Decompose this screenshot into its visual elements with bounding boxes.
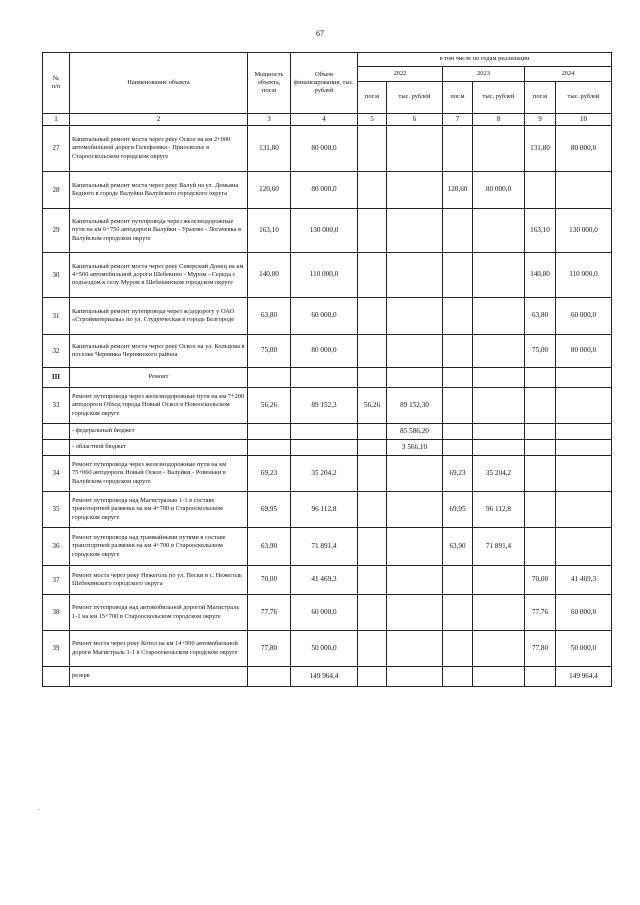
m-2022 [358,298,387,335]
m-2022 [358,253,387,298]
financing: 41 469,3 [291,566,358,595]
header-no: № п/п [43,53,70,114]
rub-2022 [387,253,443,298]
row-no: 34 [43,456,70,492]
m-2024 [525,456,556,492]
m-2023 [443,595,473,631]
header-money-2022: тыс. рублей [387,82,443,114]
col-index: 10 [556,114,612,126]
header-name: Наименование объекта [70,53,248,114]
rub-2023 [473,566,525,595]
rub-2023 [473,209,525,253]
scan-mark: . [38,803,40,812]
header-unit-2024: пог.м [525,82,556,114]
rub-2024: 50 000,0 [556,631,612,667]
financing: 96 112,8 [291,492,358,528]
col-index: 3 [248,114,291,126]
financing: 71 891,4 [291,528,358,566]
rub-2024: 80 000,0 [556,126,612,172]
m-2023 [443,566,473,595]
table-header [43,53,612,126]
rub-2022: 89 152,30 [387,388,443,424]
m-2023: 120,60 [443,172,473,209]
col-index: 1 [43,114,70,126]
m-2024 [525,528,556,566]
rub-2023 [473,631,525,667]
capacity: 120,60 [248,172,291,209]
table-row [43,209,612,253]
section-title: Ремонт [70,368,248,388]
capacity: 69,95 [248,492,291,528]
row-no: 35 [43,492,70,528]
m-2024: 63,80 [525,298,556,335]
rub-2024: 130 000,0 [556,209,612,253]
rub-2024 [556,528,612,566]
m-2023 [443,631,473,667]
financing: 60 000,0 [291,595,358,631]
m-2022 [358,566,387,595]
col-index: 4 [291,114,358,126]
row-no: 32 [43,335,70,368]
row-no: 29 [43,209,70,253]
capacity: 77,76 [248,595,291,631]
financing: 60 000,0 [291,298,358,335]
m-2022: 56,26 [358,388,387,424]
rub-2022 [387,209,443,253]
capacity: 63,90 [248,528,291,566]
column-index-row [43,114,612,126]
rub-2024: 60 000,0 [556,595,612,631]
capacity: 70,00 [248,566,291,595]
rub-2022 [387,335,443,368]
rub-2024 [556,456,612,492]
object-name: Капитальный ремонт моста через реку Оскол на ул. Кольцова в поселке Чернянка Чернянского района [70,335,248,368]
m-2022 [358,335,387,368]
rub-2024 [556,172,612,209]
table-row [43,528,612,566]
capacity: 131,80 [248,126,291,172]
reserve-row [43,667,612,687]
table-row [43,172,612,209]
row-no: 27 [43,126,70,172]
col-index: 2 [70,114,248,126]
object-name: Ремонт путепровода через железнодорожные пути на км 7+200 автодороги Обход города Новый Оскол в Новооскольском городском округе [70,388,248,424]
capacity: 69,23 [248,456,291,492]
rub-2023 [473,253,525,298]
table-row [43,456,612,492]
header-unit-2023: пог.м [443,82,473,114]
m-2022 [358,172,387,209]
financing: 89 152,3 [291,388,358,424]
m-2023 [443,335,473,368]
table-row [43,492,612,528]
financing: 50 000,0 [291,631,358,667]
row-no: 31 [43,298,70,335]
m-2024: 131,80 [525,126,556,172]
capacity: 77,80 [248,631,291,667]
rub-2022 [387,566,443,595]
rub-2024: 110 000,0 [556,253,612,298]
section-no: III [43,368,70,388]
financing: 35 204,2 [291,456,358,492]
row-no: 30 [43,253,70,298]
m-2024: 77,76 [525,595,556,631]
regional-budget-label: - областной бюджет [70,440,248,456]
table-row [43,631,612,667]
rub-2023: 35 204,2 [473,456,525,492]
col-index: 9 [525,114,556,126]
m-2023: 69,95 [443,492,473,528]
financing: 130 000,0 [291,209,358,253]
row-no: 37 [43,566,70,595]
object-name: Ремонт моста через реку Котел на км 14+990 автомобильной дороги Магистраль 1-1 в Старооскольском городском округе [70,631,248,667]
rub-2024: 41 469,3 [556,566,612,595]
rub-2024: 80 000,0 [556,335,612,368]
header-year-2024: 2024 [525,67,612,82]
capacity: 163,10 [248,209,291,253]
col-index: 5 [358,114,387,126]
rub-2022 [387,456,443,492]
rub-2022 [387,492,443,528]
object-name: Ремонт путепровода над автомобильной дорогой Магистраль 1-1 на км 15+700 в Старооскольском городском округе [70,595,248,631]
header-financing: Объем финансирования, тыс. рублей [291,53,358,114]
object-name: Капитальный ремонт моста через реку Валуй на ул. Демьяна Бедного в городе Валуйки Валуйского городского округа [70,172,248,209]
capacity: 56,26 [248,388,291,424]
header-year-2023: 2023 [443,67,525,82]
m-2022 [358,456,387,492]
financing: 80 000,0 [291,335,358,368]
section-row [43,368,612,388]
object-name: Ремонт путепровода над трамвайными путями в составе транспортной развязки на км 4+700 в Старооскольском городском округе [70,528,248,566]
rub-2023 [473,298,525,335]
m-2022 [358,209,387,253]
col-index: 7 [443,114,473,126]
header-unit-2022: пог.м [358,82,387,114]
table-row [43,253,612,298]
financing: 110 000,0 [291,253,358,298]
m-2023 [443,209,473,253]
m-2024: 75,00 [525,335,556,368]
federal-budget-label: - федеральный бюджет [70,424,248,440]
capacity: 140,80 [248,253,291,298]
reserve-label: резерв [70,667,248,687]
rub-2022 [387,528,443,566]
m-2024 [525,172,556,209]
object-name: Капитальный ремонт моста через реку Северский Донец на км 4+500 автомобильной дороги Шебекино - Муром - Середа с подъездом к селу Муром в Шебекинском городском округе [70,253,248,298]
capacity: 75,00 [248,335,291,368]
col-index: 6 [387,114,443,126]
rub-2024: 60 000,0 [556,298,612,335]
table-row [43,388,612,424]
row-no: 39 [43,631,70,667]
object-name: Капитальный ремонт моста через реку Оскол на км 2+000 автомобильной дороги Голофеевка - Приосколье в Старооскольском городском округе [70,126,248,172]
header-by-years: в том числе по годам реализации [358,53,612,67]
m-2023 [443,253,473,298]
m-2024: 140,80 [525,253,556,298]
row-no: 38 [43,595,70,631]
m-2023 [443,298,473,335]
table-row [43,595,612,631]
row-no: 28 [43,172,70,209]
m-2022 [358,631,387,667]
m-2022 [358,595,387,631]
table-row [43,126,612,172]
rub-2023 [473,126,525,172]
rub-2023: 71 891,4 [473,528,525,566]
m-2024 [525,492,556,528]
financing: 80 000,0 [291,126,358,172]
rub-2022 [387,298,443,335]
rub-2023 [473,595,525,631]
m-2024: 77,80 [525,631,556,667]
m-2022 [358,492,387,528]
object-name: Ремонт моста через реку Нежеголь по ул. Пески в с. Нежеголь Шебекинского городского округа [70,566,248,595]
rub-2023: 96 112,8 [473,492,525,528]
m-2024: 70,00 [525,566,556,595]
objects-table [42,52,612,687]
table-row [43,440,612,456]
table-row [43,424,612,440]
rub-2022 [387,631,443,667]
rub-2022 [387,126,443,172]
header-money-2023: тыс. рублей [473,82,525,114]
rub-2023: 80 000,0 [473,172,525,209]
row-no: 36 [43,528,70,566]
capacity: 63,80 [248,298,291,335]
m-2022 [358,528,387,566]
rub-2022 [387,172,443,209]
m-2023: 69,23 [443,456,473,492]
rub-2023 [473,335,525,368]
header-money-2024: тыс. рублей [556,82,612,114]
regional-budget-2022: 3 566,10 [387,440,443,456]
object-name: Ремонт путепровода над Магистралью 1-1 в составе транспортной развязки на км 4+700 в Старооскольском городском округе [70,492,248,528]
rub-2024 [556,492,612,528]
object-name: Ремонт путепровода через железнодорожные пути на км 75+060 автодороги Новый Оскол - Валуйки - Ровеньки в Валуйском городском округе [70,456,248,492]
financing: 80 000,0 [291,172,358,209]
rub-2022 [387,595,443,631]
m-2022 [358,126,387,172]
m-2023 [443,126,473,172]
page-number: 67 [316,29,324,38]
m-2023: 63,90 [443,528,473,566]
table-row [43,298,612,335]
col-index: 8 [473,114,525,126]
header-year-2022: 2022 [358,67,443,82]
reserve-financing: 149 964,4 [291,667,358,687]
m-2024: 163,10 [525,209,556,253]
reserve-2024: 149 964,4 [556,667,612,687]
federal-budget-2022: 85 586,20 [387,424,443,440]
object-name: Капитальный ремонт путепровода через железнодорожные пути на км 6+750 автодороги Валуйки - Уразово - Логачевка в Валуйском городском округе [70,209,248,253]
table-row [43,335,612,368]
row-no: 33 [43,388,70,424]
header-capacity: Мощность объекта, пог.м [248,53,291,114]
object-name: Капитальный ремонт путепровода через ж/додорогу у ОАО «Стройматериалы» по ул. Студенческая в городе Белгороде [70,298,248,335]
table-row [43,566,612,595]
